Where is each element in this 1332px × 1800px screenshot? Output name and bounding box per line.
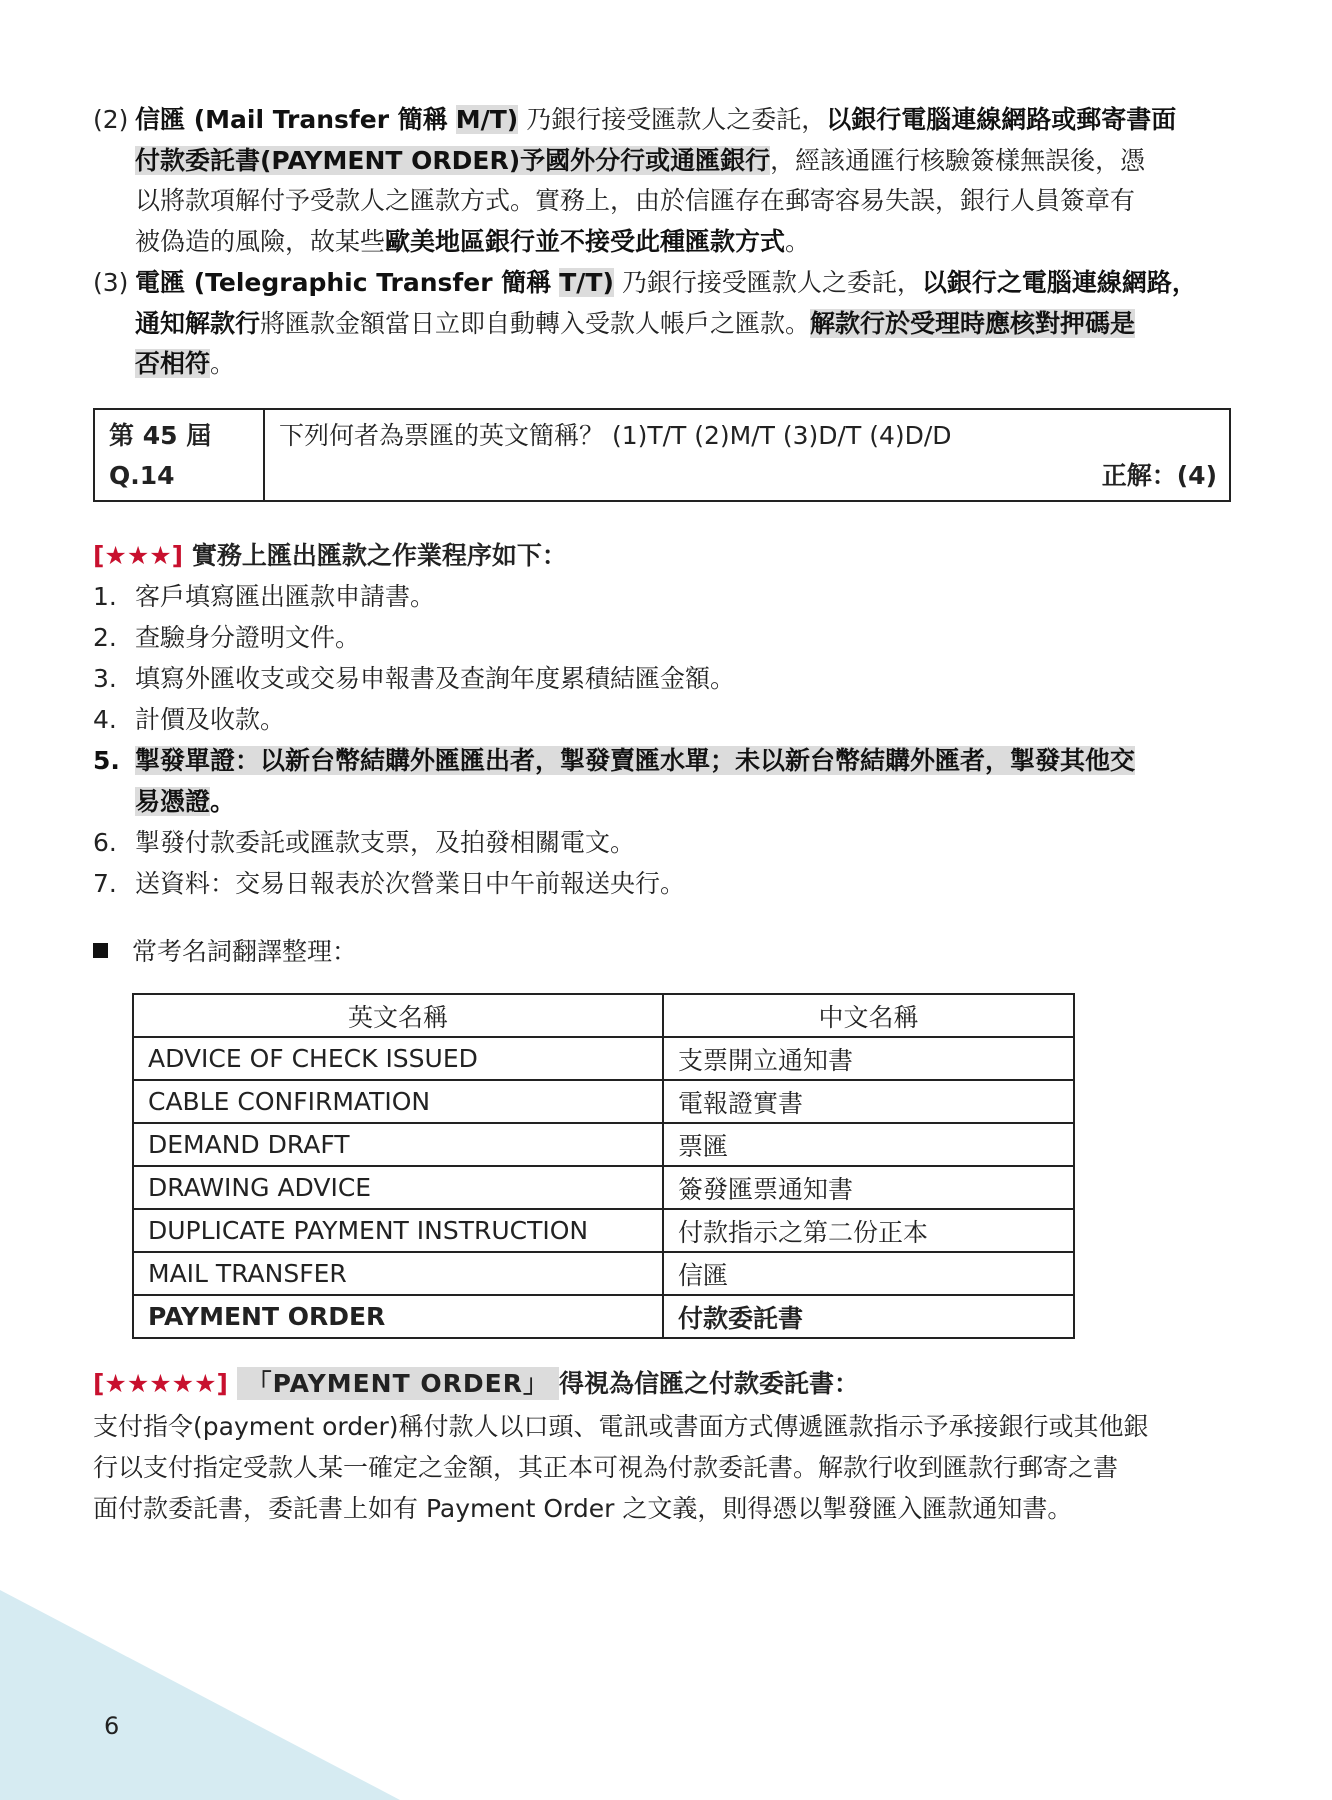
question-text: 下列何者為票匯的英文簡稱？ (1)T/T (2)M/T (3)D/T (4)D/D (279, 421, 952, 450)
table-header-row (133, 994, 1074, 1037)
payment-order-paragraph: 支付指令(payment order)稱付款人以口頭、電訊或書面方式傳遞匯款指示予承接銀行或其他銀 行以支付指定受款人某一確定之金額，其正本可視為付款委託書。解款行收到匯款行郵寄之書 面付款委託書，委託書上如有 Payment Order 之文義，則得憑以掣發匯入匯款通知書。 (93, 1412, 1149, 1523)
table-row: CABLE CONFIRMATION 電報證實書 (133, 1080, 1074, 1123)
list-item: 7. 送資料：交易日報表於次營業日中午前報送央行。 (93, 869, 686, 898)
table-row: DUPLICATE PAYMENT INSTRUCTION 付款指示之第二份正本 (133, 1209, 1074, 1252)
list-item: 1. 客戶填寫匯出匯款申請書。 (93, 582, 436, 611)
glossary-table (132, 993, 1075, 1339)
payment-order-heading (93, 1364, 859, 1400)
table-row: MAIL TRANSFER 信匯 (133, 1252, 1074, 1295)
list-item: 3. 填寫外匯收支或交易申報書及查詢年度累積結匯金額。 (93, 664, 736, 693)
procedure-heading (93, 536, 567, 572)
list-item: 6. 掣發付款委託或匯款支票，及拍發相關電文。 (93, 828, 636, 857)
definition-mail-transfer (93, 100, 1243, 262)
list-item: 5. 掣發單證：以新台幣結購外匯匯出者，掣發賣匯水單；未以新台幣結購外匯者，掣發其他交 易憑證。 (93, 746, 1136, 816)
question-content (265, 410, 1229, 500)
square-bullet-icon (93, 943, 108, 958)
procedure-steps (93, 576, 1243, 904)
def-line-4: 被偽造的風險，故某些歐美地區銀行並不接受此種匯款方式。 (135, 226, 811, 256)
question-meta (95, 410, 265, 500)
def-line-3: 否相符。 (135, 349, 236, 378)
table-row: DRAWING ADVICE 簽發匯票通知書 (133, 1166, 1074, 1209)
procedure-title: 實務上匯出匯款之作業程序如下： (191, 541, 567, 570)
column-header-en: 英文名稱 (133, 994, 663, 1037)
definition-number: (2) (93, 105, 129, 134)
rating-stars: [★★★] (93, 541, 184, 570)
definition-number: (3) (93, 268, 129, 297)
def-line-2: 通知解款行將匯款金額當日立即自動轉入受款人帳戶之匯款。解款行於受理時應核對押碼是 (135, 308, 1136, 338)
payment-order-title: 得視為信匯之付款委託書： (558, 1369, 859, 1398)
def-line-2: 付款委託書(PAYMENT ORDER)予國外分行或通匯銀行，經該通匯行核驗簽樣無誤後，憑 (135, 145, 1146, 175)
def-line-3: 以將款項解付予受款人之匯款方式。實務上，由於信匯存在郵寄容易失誤，銀行人員簽章有 (135, 186, 1136, 215)
page-number: 6 (104, 1712, 120, 1740)
exam-session: 第 45 屆 (109, 421, 212, 450)
list-item: 4. 計價及收款。 (93, 705, 286, 734)
def-line-1: 信匯 (Mail Transfer 簡稱 M/T) 乃銀行接受匯款人之委託，以銀行電腦連線網路或郵寄書面 (135, 105, 1177, 134)
table-row: DEMAND DRAFT 票匯 (133, 1123, 1074, 1166)
rating-stars: [★★★★★] (93, 1369, 228, 1398)
table-row: ADVICE OF CHECK ISSUED 支票開立通知書 (133, 1037, 1074, 1080)
exam-question-box (93, 408, 1231, 502)
def-line-1: 電匯 (Telegraphic Transfer 簡稱 T/T) 乃銀行接受匯款人之委託，以銀行之電腦連線網路， (135, 268, 1197, 297)
list-item: 2. 查驗身分證明文件。 (93, 623, 361, 652)
table-row: PAYMENT ORDER 付款委託書 (133, 1295, 1074, 1338)
glossary-heading: 常考名詞翻譯整理： (93, 932, 357, 968)
definition-telegraphic-transfer (93, 263, 1243, 385)
payment-order-label: 「PAYMENT ORDER」 (237, 1367, 559, 1400)
question-number: Q.14 (109, 461, 175, 490)
decorative-corner-shape (0, 1590, 400, 1800)
column-header-zh: 中文名稱 (663, 994, 1074, 1037)
question-answer: 正解：(4) (1101, 461, 1217, 490)
